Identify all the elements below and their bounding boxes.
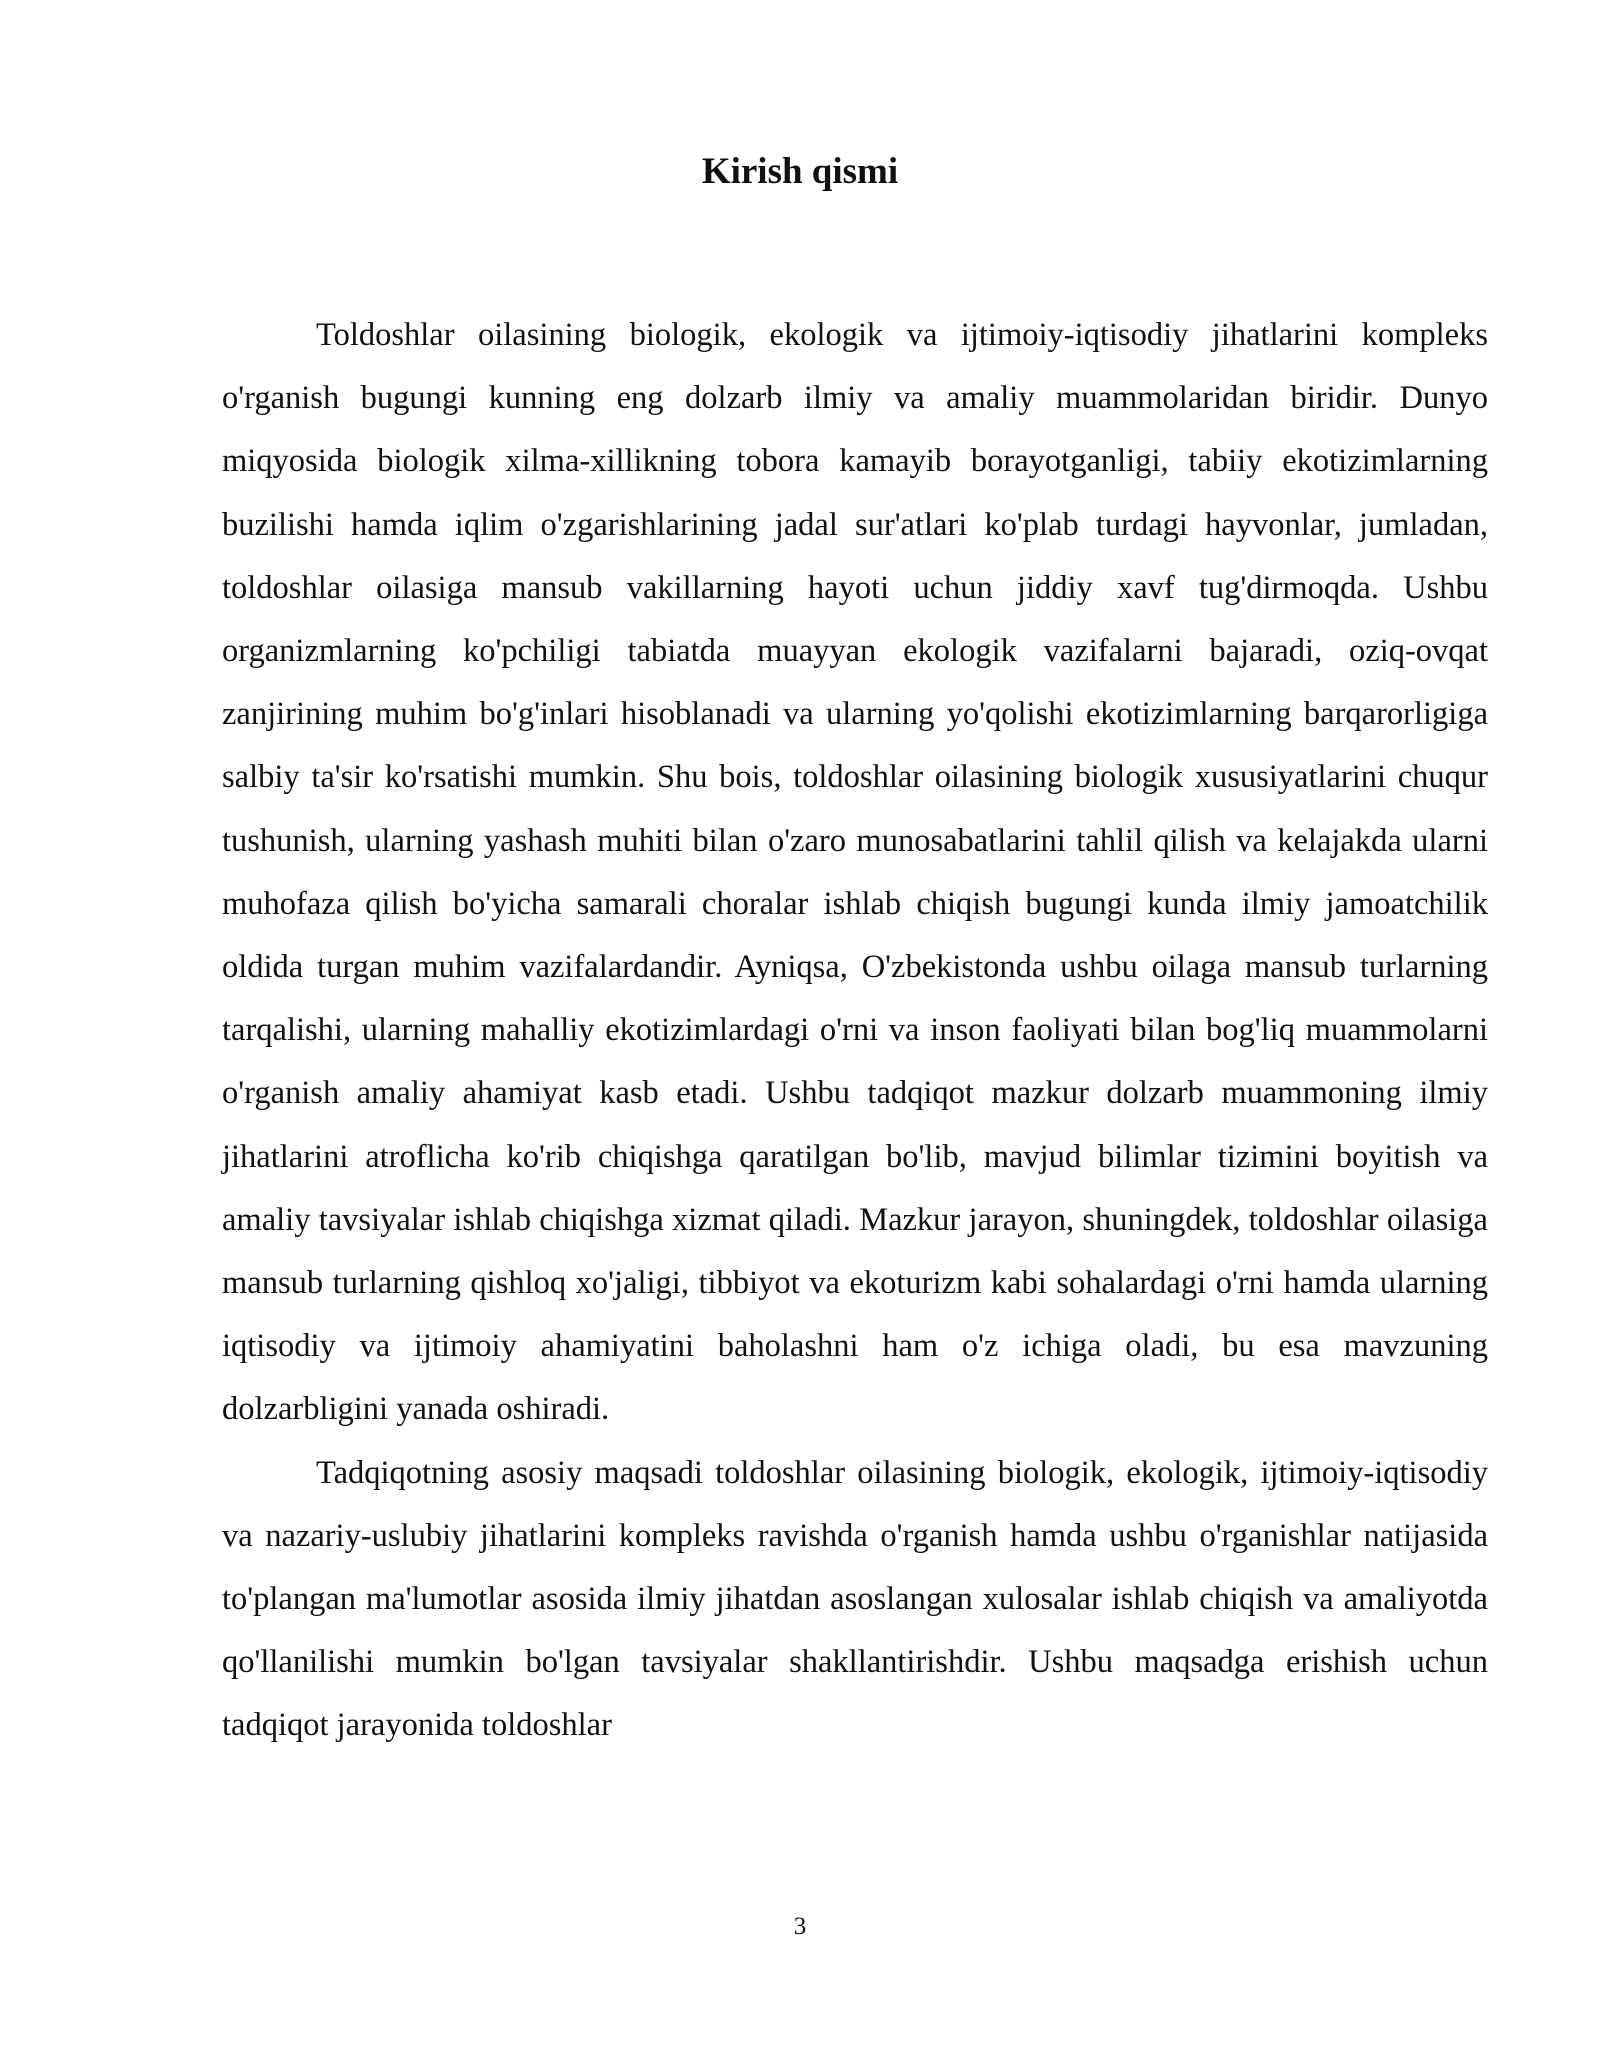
paragraph-1: Toldoshlar oilasining biologik, ekologik va ijtimoiy-iqtisodiy jihatlarini kompleks o'rganish bugungi kunning eng dolzarb ilmiy va amaliy muammolaridan biridir. Dunyo miqyosida biologik xilma-xillikning tobora kamayib borayotganligi, tabiiy ekotizimlarning buzilishi hamda iqlim o'zgarishlarining jadal sur'atlari ko'plab turdagi hayvonlar, jumladan, toldoshlar oilasiga mansub vakillarning hayoti uchun jiddiy xavf tug'dirmoqda. Ushbu organizmlarning ko'pchiligi tabiatda muayyan ekologik vazifalarni bajaradi, oziq-ovqat zanjirining muhim bo'g'inlari hisoblanadi va ularning yo'qolishi ekotizimlarning barqarorligiga salbiy ta'sir ko'rsatishi mumkin. Shu bois, toldoshlar oilasining biologik xususiyatlarini chuqur tushunish, ularning yashash muhiti bilan o'zaro munosabatlarini tahlil qilish va kelajakda ularni muhofaza qilish bo'yicha samarali choralar ishlab chiqish bugungi kunda ilmiy jamoatchilik oldida turgan muhim vazifalardandir. Ayniqsa, O'zbekistonda ushbu oilaga mansub turlarning tarqalishi, ularning mahalliy ekotizimlardagi o'rni va inson faoliyati bilan bog'liq muammolarni o'rganish amaliy ahamiyat kasb etadi. Ushbu tadqiqot mazkur dolzarb muammoning ilmiy jihatlarini atroflicha ko'rib chiqishga qaratilgan bo'lib, mavjud bilimlar tizimini boyitish va amaliy tavsiyalar ishlab chiqishga xizmat qiladi. Mazkur jarayon, shuningdek, toldoshlar oilasiga mansub turlarning qishloq xo'jaligi, tibbiyot va ekoturizm kabi sohalardagi o'rni hamda ularning iqtisodiy va ijtimoiy ahamiyatini baholashni ham o'z ichiga oladi, bu esa mavzuning dolzarbligini yanada oshiradi.: [222, 317, 1488, 1428]
paragraph-2: Tadqiqotning asosiy maqsadi toldoshlar oilasining biologik, ekologik, ijtimoiy-iqtisodiy va nazariy-uslubiy jihatlarini kompleks ravishda o'rganish hamda ushbu o'rganishlar natijasida to'plangan ma'lumotlar asosida ilmiy jihatdan asoslangan xulosalar ishlab chiqish va amaliyotda qo'llanilishi mumkin bo'lgan tavsiyalar shakllantirishdir. Ushbu maqsadga erishish uchun tadqiqot jarayonida toldoshlar: [222, 1454, 1488, 1744]
page-number: 3: [793, 1913, 807, 1940]
page-title: Kirish qismi: [701, 151, 899, 192]
body-text: [222, 304, 1488, 1758]
